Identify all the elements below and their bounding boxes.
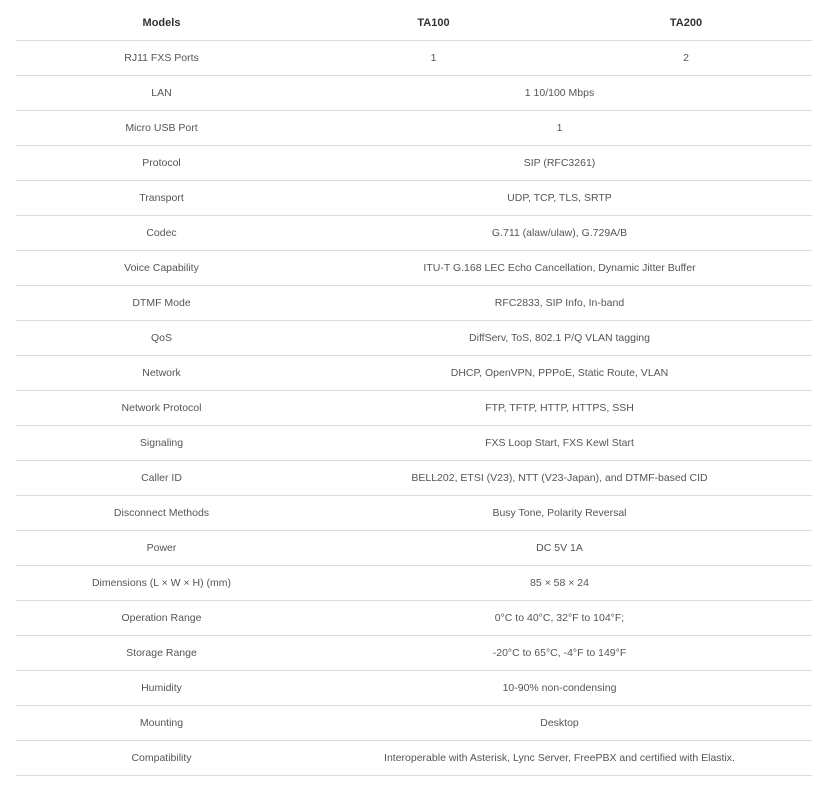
row-label: RJ11 FXS Ports <box>16 41 307 76</box>
row-label: Mounting <box>16 706 307 741</box>
row-value: Busy Tone, Polarity Reversal <box>307 496 812 531</box>
row-label: DTMF Mode <box>16 286 307 321</box>
table-row <box>16 636 812 671</box>
row-label: Compatibility <box>16 741 307 776</box>
row-value-ta200: 2 <box>560 41 812 76</box>
row-label: LAN <box>16 76 307 111</box>
row-label: Network Protocol <box>16 391 307 426</box>
row-value: SIP (RFC3261) <box>307 146 812 181</box>
row-value: BELL202, ETSI (V23), NTT (V23-Japan), and DTMF-based CID <box>307 461 812 496</box>
row-value: 85 × 58 × 24 <box>307 566 812 601</box>
table-row <box>16 706 812 741</box>
table-row <box>16 461 812 496</box>
row-value: DHCP, OpenVPN, PPPoE, Static Route, VLAN <box>307 356 812 391</box>
row-label: Disconnect Methods <box>16 496 307 531</box>
row-label: Storage Range <box>16 636 307 671</box>
table-row <box>16 426 812 461</box>
row-label: Signaling <box>16 426 307 461</box>
row-value: 1 10/100 Mbps <box>307 76 812 111</box>
table-row <box>16 181 812 216</box>
row-value: Desktop <box>307 706 812 741</box>
table-row <box>16 531 812 566</box>
row-label: Dimensions (L × W × H) (mm) <box>16 566 307 601</box>
row-value: 10-90% non-condensing <box>307 671 812 706</box>
row-label: Micro USB Port <box>16 111 307 146</box>
spec-table <box>16 6 812 776</box>
row-value: UDP, TCP, TLS, SRTP <box>307 181 812 216</box>
table-row <box>16 251 812 286</box>
table-row <box>16 566 812 601</box>
row-value: G.711 (alaw/ulaw), G.729A/B <box>307 216 812 251</box>
row-value: ITU-T G.168 LEC Echo Cancellation, Dynamic Jitter Buffer <box>307 251 812 286</box>
row-label: Voice Capability <box>16 251 307 286</box>
table-row <box>16 741 812 776</box>
row-label: Protocol <box>16 146 307 181</box>
row-value: DiffServ, ToS, 802.1 P/Q VLAN tagging <box>307 321 812 356</box>
row-value: -20°C to 65°C, -4°F to 149°F <box>307 636 812 671</box>
row-value: DC 5V 1A <box>307 531 812 566</box>
table-row <box>16 76 812 111</box>
table-row <box>16 321 812 356</box>
table-row <box>16 356 812 391</box>
row-value-ta100: 1 <box>307 41 560 76</box>
model-ta100-header: TA100 <box>307 6 560 41</box>
table-row <box>16 601 812 636</box>
row-label: Caller ID <box>16 461 307 496</box>
row-label: QoS <box>16 321 307 356</box>
row-value: FXS Loop Start, FXS Kewl Start <box>307 426 812 461</box>
row-value: Interoperable with Asterisk, Lync Server, FreePBX and certified with Elastix. <box>307 741 812 776</box>
row-label: Power <box>16 531 307 566</box>
row-label: Operation Range <box>16 601 307 636</box>
table-row <box>16 111 812 146</box>
row-value: FTP, TFTP, HTTP, HTTPS, SSH <box>307 391 812 426</box>
model-ta200-header: TA200 <box>560 6 812 41</box>
table-row <box>16 671 812 706</box>
row-label: Transport <box>16 181 307 216</box>
table-row <box>16 216 812 251</box>
row-value: 1 <box>307 111 812 146</box>
table-row <box>16 41 812 76</box>
table-row <box>16 146 812 181</box>
row-value: RFC2833, SIP Info, In-band <box>307 286 812 321</box>
row-label: Network <box>16 356 307 391</box>
row-value: 0°C to 40°C, 32°F to 104°F; <box>307 601 812 636</box>
table-row <box>16 286 812 321</box>
table-row <box>16 496 812 531</box>
table-row <box>16 391 812 426</box>
models-header: Models <box>16 6 307 41</box>
row-label: Humidity <box>16 671 307 706</box>
row-label: Codec <box>16 216 307 251</box>
header-row <box>16 6 812 41</box>
